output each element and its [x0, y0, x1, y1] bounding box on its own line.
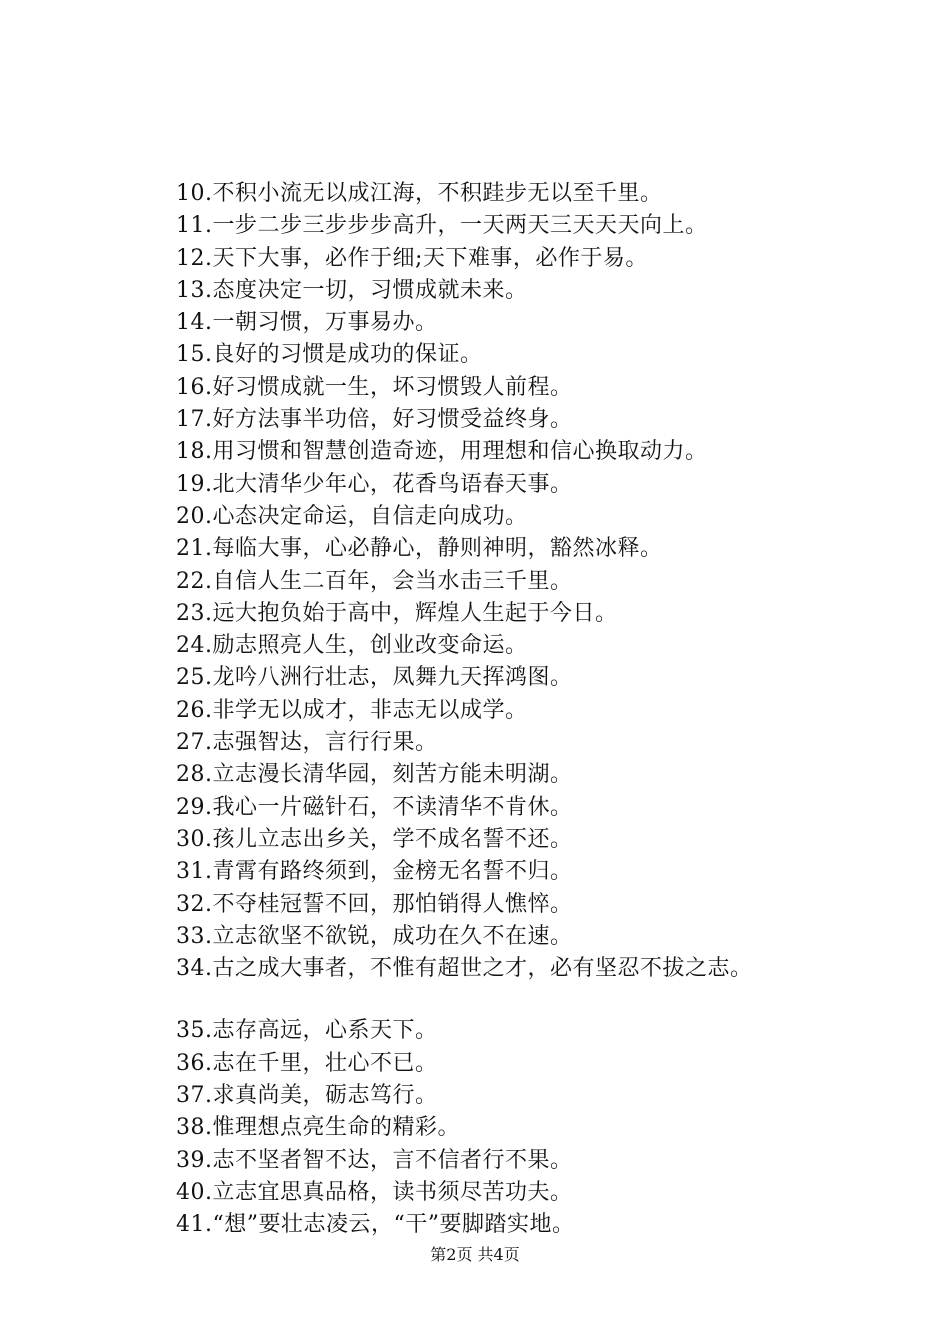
item-text: 立志漫长清华园，刻苦方能未明湖。	[212, 762, 573, 788]
list-item	[176, 372, 896, 404]
item-number: 24.	[176, 633, 213, 659]
item-number: 41.	[176, 1212, 213, 1238]
item-number: 11.	[176, 213, 213, 239]
list-item	[176, 1015, 896, 1047]
item-text: 我心一片磁针石，不读清华不肯休。	[212, 794, 573, 820]
list-item	[176, 727, 896, 759]
list-item	[176, 469, 896, 501]
item-number: 25.	[176, 665, 213, 691]
list-item	[176, 1080, 896, 1112]
page-footer: 第2页 共4页	[430, 1245, 520, 1264]
list-item	[176, 404, 896, 436]
list-item	[176, 1048, 896, 1080]
list-item	[176, 921, 896, 953]
item-text: 态度决定一切，习惯成就未来。	[212, 277, 528, 303]
item-number: 26.	[176, 697, 213, 723]
item-number: 19.	[176, 471, 213, 497]
item-number: 22.	[176, 568, 213, 594]
item-number: 40.	[176, 1179, 213, 1205]
item-text: 励志照亮人生，创业改变命运。	[212, 633, 528, 659]
item-number: 20.	[176, 503, 213, 529]
item-number: 36.	[176, 1050, 213, 1076]
item-text: 良好的习惯是成功的保证。	[212, 342, 483, 368]
item-number: 39.	[176, 1147, 213, 1173]
item-number: 21.	[176, 536, 213, 562]
item-number: 38.	[176, 1115, 213, 1141]
list-item	[176, 824, 896, 856]
item-text: 每临大事，心必静心，静则神明，豁然冰释。	[212, 536, 663, 562]
item-text: 用习惯和智慧创造奇迹，用理想和信心换取动力。	[212, 439, 708, 465]
list-item	[176, 792, 896, 824]
list-item	[176, 889, 896, 921]
item-text: 立志欲坚不欲锐，成功在久不在速。	[212, 923, 573, 949]
item-number: 28.	[176, 762, 213, 788]
item-number: 32.	[176, 891, 213, 917]
list-item	[176, 566, 896, 598]
list-item	[176, 759, 896, 791]
item-text: 龙吟八洲行壮志，凤舞九天挥鸿图。	[212, 665, 573, 691]
item-number: 27.	[176, 730, 213, 756]
item-text: 非学无以成才，非志无以成学。	[212, 697, 528, 723]
item-text: 志存高远，心系天下。	[212, 1018, 438, 1044]
item-text: 好方法事半功倍，好习惯受益终身。	[212, 407, 573, 433]
item-text: 一朝习惯，万事易办。	[212, 310, 438, 336]
list-item	[176, 210, 896, 242]
list-item	[176, 953, 896, 985]
item-text: 一步二步三步步步高升，一天两天三天天天向上。	[212, 213, 708, 239]
slogan-list	[176, 178, 896, 1242]
list-item	[176, 1177, 896, 1209]
item-number: 34.	[176, 956, 213, 982]
list-item	[176, 307, 896, 339]
item-number: 14.	[176, 310, 213, 336]
item-number: 12.	[176, 245, 213, 271]
item-text: 好习惯成就一生，坏习惯毁人前程。	[212, 374, 573, 400]
item-number: 15.	[176, 342, 213, 368]
item-text: 志在千里，壮心不已。	[212, 1050, 438, 1076]
item-text: 远大抱负始于高中，辉煌人生起于今日。	[212, 600, 618, 626]
list-item	[176, 178, 896, 210]
list-item	[176, 662, 896, 694]
list-item	[176, 1145, 896, 1177]
item-number: 35.	[176, 1018, 213, 1044]
item-text: 古之成大事者，不惟有超世之才，必有坚忍不拔之志。	[212, 956, 753, 982]
item-text: 自信人生二百年，会当水击三千里。	[212, 568, 573, 594]
item-text: 天下大事，必作于细;天下难事，必作于易。	[212, 245, 648, 271]
item-number: 10.	[176, 181, 213, 206]
list-item	[176, 1209, 896, 1241]
item-number: 23.	[176, 600, 213, 626]
item-text: 志强智达，言行行果。	[212, 730, 438, 756]
item-number: 13.	[176, 277, 213, 303]
list-item	[176, 1112, 896, 1144]
item-number: 30.	[176, 826, 213, 852]
list-item	[176, 501, 896, 533]
list-item	[176, 856, 896, 888]
item-text: 不夺桂冠誓不回，那怕销得人憔悴。	[212, 891, 573, 917]
item-number: 29.	[176, 794, 213, 820]
item-text: 青霄有路终须到，金榜无名誓不归。	[212, 859, 573, 885]
item-text: 不积小流无以成江海，不积跬步无以至千里。	[212, 181, 663, 206]
item-number: 37.	[176, 1083, 213, 1109]
item-text: “想”要壮志凌云，“干”要脚踏实地。	[212, 1212, 575, 1238]
list-item	[176, 339, 896, 371]
item-text: 求真尚美，砺志笃行。	[212, 1083, 438, 1109]
item-text: 北大清华少年心，花香鸟语春天事。	[212, 471, 573, 497]
list-item	[176, 695, 896, 727]
item-text: 孩儿立志出乡关，学不成名誓不还。	[212, 826, 573, 852]
item-text: 志不坚者智不达，言不信者行不果。	[212, 1147, 573, 1173]
list-item	[176, 598, 896, 630]
list-item	[176, 630, 896, 662]
item-number: 31.	[176, 859, 213, 885]
item-number: 18.	[176, 439, 213, 465]
item-text: 心态决定命运，自信走向成功。	[212, 503, 528, 529]
item-text: 立志宜思真品格，读书须尽苦功夫。	[212, 1179, 573, 1205]
list-item	[176, 533, 896, 565]
list-item	[176, 275, 896, 307]
item-number: 17.	[176, 407, 213, 433]
item-number: 16.	[176, 374, 213, 400]
list-item	[176, 436, 896, 468]
list-item	[176, 243, 896, 275]
item-number: 33.	[176, 923, 213, 949]
item-text: 惟理想点亮生命的精彩。	[212, 1115, 461, 1141]
